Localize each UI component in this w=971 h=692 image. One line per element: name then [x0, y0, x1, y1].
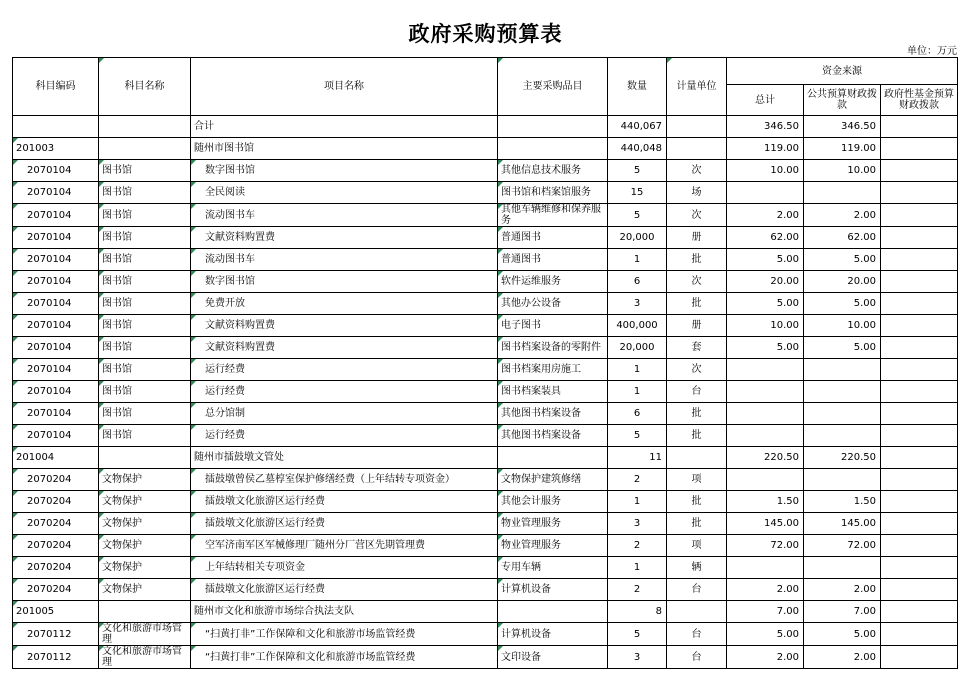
cell-gov-fund — [881, 182, 958, 204]
cell-item: 其他办公设备 — [498, 293, 608, 315]
cell-code: 2070104 — [13, 359, 99, 381]
cell-unit — [667, 138, 727, 160]
cell-public — [804, 469, 881, 491]
cell-code: 2070104 — [13, 293, 99, 315]
cell-unit — [667, 116, 727, 138]
cell-item: 其他车辆维修和保养服务 — [498, 204, 608, 227]
table-row — [13, 469, 958, 491]
cell-gov-fund — [881, 646, 958, 669]
cell-gov-fund — [881, 579, 958, 601]
cell-qty: 3 — [608, 646, 667, 669]
cell-public — [804, 182, 881, 204]
cell-item: 其他图书档案设备 — [498, 425, 608, 447]
cell-project: 擂鼓墩文化旅游区运行经费 — [191, 491, 498, 513]
cell-name: 图书馆 — [99, 403, 191, 425]
cell-total: 20.00 — [727, 271, 804, 293]
cell-code: 2070104 — [13, 381, 99, 403]
cell-public: 20.00 — [804, 271, 881, 293]
cell-unit: 批 — [667, 491, 727, 513]
cell-project: 数字图书馆 — [191, 271, 498, 293]
table-row — [13, 601, 958, 623]
table-row — [13, 271, 958, 293]
cell-item: 图书档案装具 — [498, 381, 608, 403]
cell-unit: 批 — [667, 293, 727, 315]
cell-public: 119.00 — [804, 138, 881, 160]
cell-name — [99, 447, 191, 469]
header-project: 项目名称 — [191, 58, 498, 116]
header-name: 科目名称 — [99, 58, 191, 116]
cell-code: 2070112 — [13, 623, 99, 646]
cell-unit: 册 — [667, 227, 727, 249]
cell-name: 文物保护 — [99, 579, 191, 601]
cell-gov-fund — [881, 403, 958, 425]
cell-project: “扫黄打非”工作保障和文化和旅游市场监管经费 — [191, 646, 498, 669]
cell-qty: 20,000 — [608, 227, 667, 249]
cell-project: 擂鼓墩文化旅游区运行经费 — [191, 579, 498, 601]
cell-name: 文物保护 — [99, 491, 191, 513]
cell-name: 文物保护 — [99, 469, 191, 491]
cell-gov-fund — [881, 204, 958, 227]
cell-item: 专用车辆 — [498, 557, 608, 579]
cell-total: 119.00 — [727, 138, 804, 160]
cell-unit: 场 — [667, 182, 727, 204]
cell-qty: 11 — [608, 447, 667, 469]
cell-public: 346.50 — [804, 116, 881, 138]
cell-gov-fund — [881, 271, 958, 293]
cell-item: 图书馆和档案馆服务 — [498, 182, 608, 204]
cell-qty: 15 — [608, 182, 667, 204]
cell-code: 2070104 — [13, 160, 99, 182]
cell-project: 随州市文化和旅游市场综合执法支队 — [191, 601, 498, 623]
cell-qty: 5 — [608, 160, 667, 182]
cell-name: 图书馆 — [99, 227, 191, 249]
cell-qty: 3 — [608, 293, 667, 315]
cell-code: 201003 — [13, 138, 99, 160]
cell-project: 擂鼓墩曾侯乙墓椁室保护修缮经费（上年结转专项资金） — [191, 469, 498, 491]
cell-total: 2.00 — [727, 204, 804, 227]
cell-unit: 台 — [667, 579, 727, 601]
cell-code: 2070104 — [13, 271, 99, 293]
table-row — [13, 579, 958, 601]
table-body — [13, 116, 958, 669]
cell-qty: 5 — [608, 204, 667, 227]
cell-project: 数字图书馆 — [191, 160, 498, 182]
cell-qty: 1 — [608, 491, 667, 513]
cell-public: 72.00 — [804, 535, 881, 557]
cell-public: 145.00 — [804, 513, 881, 535]
cell-gov-fund — [881, 425, 958, 447]
cell-name: 图书馆 — [99, 182, 191, 204]
cell-project: 流动图书车 — [191, 204, 498, 227]
cell-gov-fund — [881, 337, 958, 359]
cell-qty: 2 — [608, 535, 667, 557]
cell-qty: 20,000 — [608, 337, 667, 359]
cell-total: 72.00 — [727, 535, 804, 557]
table-row — [13, 204, 958, 227]
cell-project: 合计 — [191, 116, 498, 138]
cell-name: 图书馆 — [99, 315, 191, 337]
cell-gov-fund — [881, 381, 958, 403]
cell-qty: 440,067 — [608, 116, 667, 138]
cell-gov-fund — [881, 535, 958, 557]
cell-name: 图书馆 — [99, 249, 191, 271]
cell-total: 10.00 — [727, 160, 804, 182]
cell-total — [727, 403, 804, 425]
cell-gov-fund — [881, 315, 958, 337]
cell-code: 2070204 — [13, 579, 99, 601]
cell-name: 图书馆 — [99, 425, 191, 447]
cell-name: 文化和旅游市场管理 — [99, 646, 191, 669]
table-row — [13, 249, 958, 271]
cell-code: 2070104 — [13, 182, 99, 204]
header-gov-fund: 政府性基金预算财政拨款 — [881, 85, 958, 116]
cell-name: 图书馆 — [99, 381, 191, 403]
cell-total — [727, 359, 804, 381]
cell-unit: 次 — [667, 204, 727, 227]
cell-name — [99, 116, 191, 138]
cell-total: 2.00 — [727, 646, 804, 669]
cell-qty: 5 — [608, 425, 667, 447]
cell-public: 5.00 — [804, 337, 881, 359]
table-row — [13, 227, 958, 249]
budget-table — [12, 57, 958, 669]
cell-unit: 次 — [667, 359, 727, 381]
cell-code: 2070104 — [13, 425, 99, 447]
cell-total: 5.00 — [727, 249, 804, 271]
cell-item — [498, 601, 608, 623]
cell-total: 5.00 — [727, 623, 804, 646]
cell-public — [804, 425, 881, 447]
cell-code — [13, 116, 99, 138]
cell-code: 2070104 — [13, 227, 99, 249]
cell-project: 运行经费 — [191, 381, 498, 403]
cell-unit: 批 — [667, 403, 727, 425]
cell-code: 2070204 — [13, 513, 99, 535]
cell-gov-fund — [881, 601, 958, 623]
cell-project: 擂鼓墩文化旅游区运行经费 — [191, 513, 498, 535]
cell-total: 220.50 — [727, 447, 804, 469]
cell-total: 346.50 — [727, 116, 804, 138]
table-row — [13, 491, 958, 513]
cell-project: 运行经费 — [191, 359, 498, 381]
cell-public: 220.50 — [804, 447, 881, 469]
cell-code: 2070104 — [13, 403, 99, 425]
cell-public — [804, 359, 881, 381]
cell-total: 62.00 — [727, 227, 804, 249]
cell-project: 流动图书车 — [191, 249, 498, 271]
cell-project: 随州市图书馆 — [191, 138, 498, 160]
cell-name: 文物保护 — [99, 557, 191, 579]
cell-public: 2.00 — [804, 204, 881, 227]
table-row — [13, 403, 958, 425]
cell-public: 5.00 — [804, 249, 881, 271]
header-code: 科目编码 — [13, 58, 99, 116]
cell-item: 计算机设备 — [498, 579, 608, 601]
cell-name: 文物保护 — [99, 535, 191, 557]
cell-public — [804, 403, 881, 425]
cell-project: 文献资料购置费 — [191, 337, 498, 359]
table-row — [13, 315, 958, 337]
cell-gov-fund — [881, 359, 958, 381]
unit-label: 单位：万元 — [907, 46, 957, 57]
cell-qty: 400,000 — [608, 315, 667, 337]
header-total: 总计 — [727, 85, 804, 116]
cell-unit: 台 — [667, 623, 727, 646]
cell-unit — [667, 601, 727, 623]
cell-name: 图书馆 — [99, 271, 191, 293]
cell-code: 2070104 — [13, 204, 99, 227]
cell-public: 7.00 — [804, 601, 881, 623]
cell-gov-fund — [881, 116, 958, 138]
cell-unit: 辆 — [667, 557, 727, 579]
cell-unit: 项 — [667, 469, 727, 491]
cell-item: 其他图书档案设备 — [498, 403, 608, 425]
cell-unit: 次 — [667, 160, 727, 182]
cell-code: 2070204 — [13, 535, 99, 557]
header-item: 主要采购品目 — [498, 58, 608, 116]
cell-total — [727, 557, 804, 579]
cell-public — [804, 381, 881, 403]
cell-project: “扫黄打非”工作保障和文化和旅游市场监管经费 — [191, 623, 498, 646]
cell-qty: 2 — [608, 469, 667, 491]
cell-project: 文献资料购置费 — [191, 227, 498, 249]
cell-project: 文献资料购置费 — [191, 315, 498, 337]
table-row — [13, 535, 958, 557]
cell-gov-fund — [881, 513, 958, 535]
header-public: 公共预算财政拨款 — [804, 85, 881, 116]
cell-item — [498, 138, 608, 160]
cell-total: 2.00 — [727, 579, 804, 601]
cell-name: 文物保护 — [99, 513, 191, 535]
cell-name: 图书馆 — [99, 160, 191, 182]
header-unit: 计量单位 — [667, 58, 727, 116]
cell-project: 总分馆制 — [191, 403, 498, 425]
cell-code: 201005 — [13, 601, 99, 623]
table-row — [13, 513, 958, 535]
cell-qty: 5 — [608, 623, 667, 646]
cell-item: 文物保护建筑修缮 — [498, 469, 608, 491]
cell-total: 7.00 — [727, 601, 804, 623]
cell-gov-fund — [881, 557, 958, 579]
cell-name: 图书馆 — [99, 293, 191, 315]
table-row — [13, 623, 958, 646]
cell-gov-fund — [881, 249, 958, 271]
cell-project: 空军济南军区军械修理厂随州分厂营区先期管理费 — [191, 535, 498, 557]
cell-item: 物业管理服务 — [498, 535, 608, 557]
cell-name: 图书馆 — [99, 337, 191, 359]
cell-project: 全民阅读 — [191, 182, 498, 204]
cell-total: 5.00 — [727, 337, 804, 359]
cell-qty: 6 — [608, 271, 667, 293]
cell-item: 电子图书 — [498, 315, 608, 337]
cell-qty: 1 — [608, 557, 667, 579]
cell-total — [727, 469, 804, 491]
cell-item: 普通图书 — [498, 227, 608, 249]
cell-item: 其他会计服务 — [498, 491, 608, 513]
table-row — [13, 646, 958, 669]
cell-code: 2070204 — [13, 469, 99, 491]
table-row — [13, 293, 958, 315]
cell-item: 物业管理服务 — [498, 513, 608, 535]
cell-unit: 批 — [667, 425, 727, 447]
cell-gov-fund — [881, 293, 958, 315]
cell-item: 软件运维服务 — [498, 271, 608, 293]
cell-total: 10.00 — [727, 315, 804, 337]
table-row — [13, 116, 958, 138]
cell-name — [99, 138, 191, 160]
cell-code: 2070104 — [13, 315, 99, 337]
cell-item: 图书档案用房施工 — [498, 359, 608, 381]
cell-item — [498, 447, 608, 469]
cell-gov-fund — [881, 469, 958, 491]
cell-unit — [667, 447, 727, 469]
cell-unit: 批 — [667, 249, 727, 271]
cell-name: 图书馆 — [99, 359, 191, 381]
cell-public: 1.50 — [804, 491, 881, 513]
cell-unit: 台 — [667, 381, 727, 403]
cell-public: 10.00 — [804, 315, 881, 337]
cell-qty: 1 — [608, 249, 667, 271]
cell-code: 2070104 — [13, 249, 99, 271]
cell-item: 其他信息技术服务 — [498, 160, 608, 182]
cell-gov-fund — [881, 227, 958, 249]
header-fund: 资金来源 — [727, 58, 958, 85]
cell-public: 62.00 — [804, 227, 881, 249]
cell-name: 文化和旅游市场管理 — [99, 623, 191, 646]
cell-qty: 2 — [608, 579, 667, 601]
cell-unit: 套 — [667, 337, 727, 359]
cell-gov-fund — [881, 160, 958, 182]
cell-item: 普通图书 — [498, 249, 608, 271]
table-row — [13, 182, 958, 204]
table-row — [13, 557, 958, 579]
cell-public: 5.00 — [804, 623, 881, 646]
cell-gov-fund — [881, 138, 958, 160]
cell-unit: 册 — [667, 315, 727, 337]
cell-qty: 440,048 — [608, 138, 667, 160]
cell-project: 随州市擂鼓墩文管处 — [191, 447, 498, 469]
cell-public: 2.00 — [804, 579, 881, 601]
cell-gov-fund — [881, 447, 958, 469]
cell-total — [727, 182, 804, 204]
table-row — [13, 359, 958, 381]
cell-item: 图书档案设备的零附件 — [498, 337, 608, 359]
cell-qty: 6 — [608, 403, 667, 425]
cell-code: 201004 — [13, 447, 99, 469]
cell-name: 图书馆 — [99, 204, 191, 227]
cell-unit: 次 — [667, 271, 727, 293]
cell-gov-fund — [881, 623, 958, 646]
cell-public: 10.00 — [804, 160, 881, 182]
cell-code: 2070112 — [13, 646, 99, 669]
header-qty: 数量 — [608, 58, 667, 116]
cell-item — [498, 116, 608, 138]
cell-item: 计算机设备 — [498, 623, 608, 646]
cell-code: 2070204 — [13, 557, 99, 579]
cell-qty: 1 — [608, 359, 667, 381]
cell-unit: 项 — [667, 535, 727, 557]
table-row — [13, 425, 958, 447]
table-row — [13, 447, 958, 469]
cell-unit: 台 — [667, 646, 727, 669]
cell-project: 上年结转相关专项资金 — [191, 557, 498, 579]
cell-project: 运行经费 — [191, 425, 498, 447]
cell-code: 2070104 — [13, 337, 99, 359]
cell-public: 2.00 — [804, 646, 881, 669]
table-row — [13, 337, 958, 359]
table-row — [13, 138, 958, 160]
page-title: 政府采购预算表 — [408, 21, 563, 46]
cell-gov-fund — [881, 491, 958, 513]
cell-name — [99, 601, 191, 623]
cell-item: 文印设备 — [498, 646, 608, 669]
cell-total — [727, 425, 804, 447]
table-row — [13, 160, 958, 182]
cell-unit: 批 — [667, 513, 727, 535]
cell-qty: 3 — [608, 513, 667, 535]
cell-total: 1.50 — [727, 491, 804, 513]
table-row — [13, 381, 958, 403]
cell-public — [804, 557, 881, 579]
cell-total: 145.00 — [727, 513, 804, 535]
cell-total — [727, 381, 804, 403]
cell-total: 5.00 — [727, 293, 804, 315]
cell-project: 免费开放 — [191, 293, 498, 315]
cell-code: 2070204 — [13, 491, 99, 513]
cell-public: 5.00 — [804, 293, 881, 315]
cell-qty: 1 — [608, 381, 667, 403]
cell-qty: 8 — [608, 601, 667, 623]
